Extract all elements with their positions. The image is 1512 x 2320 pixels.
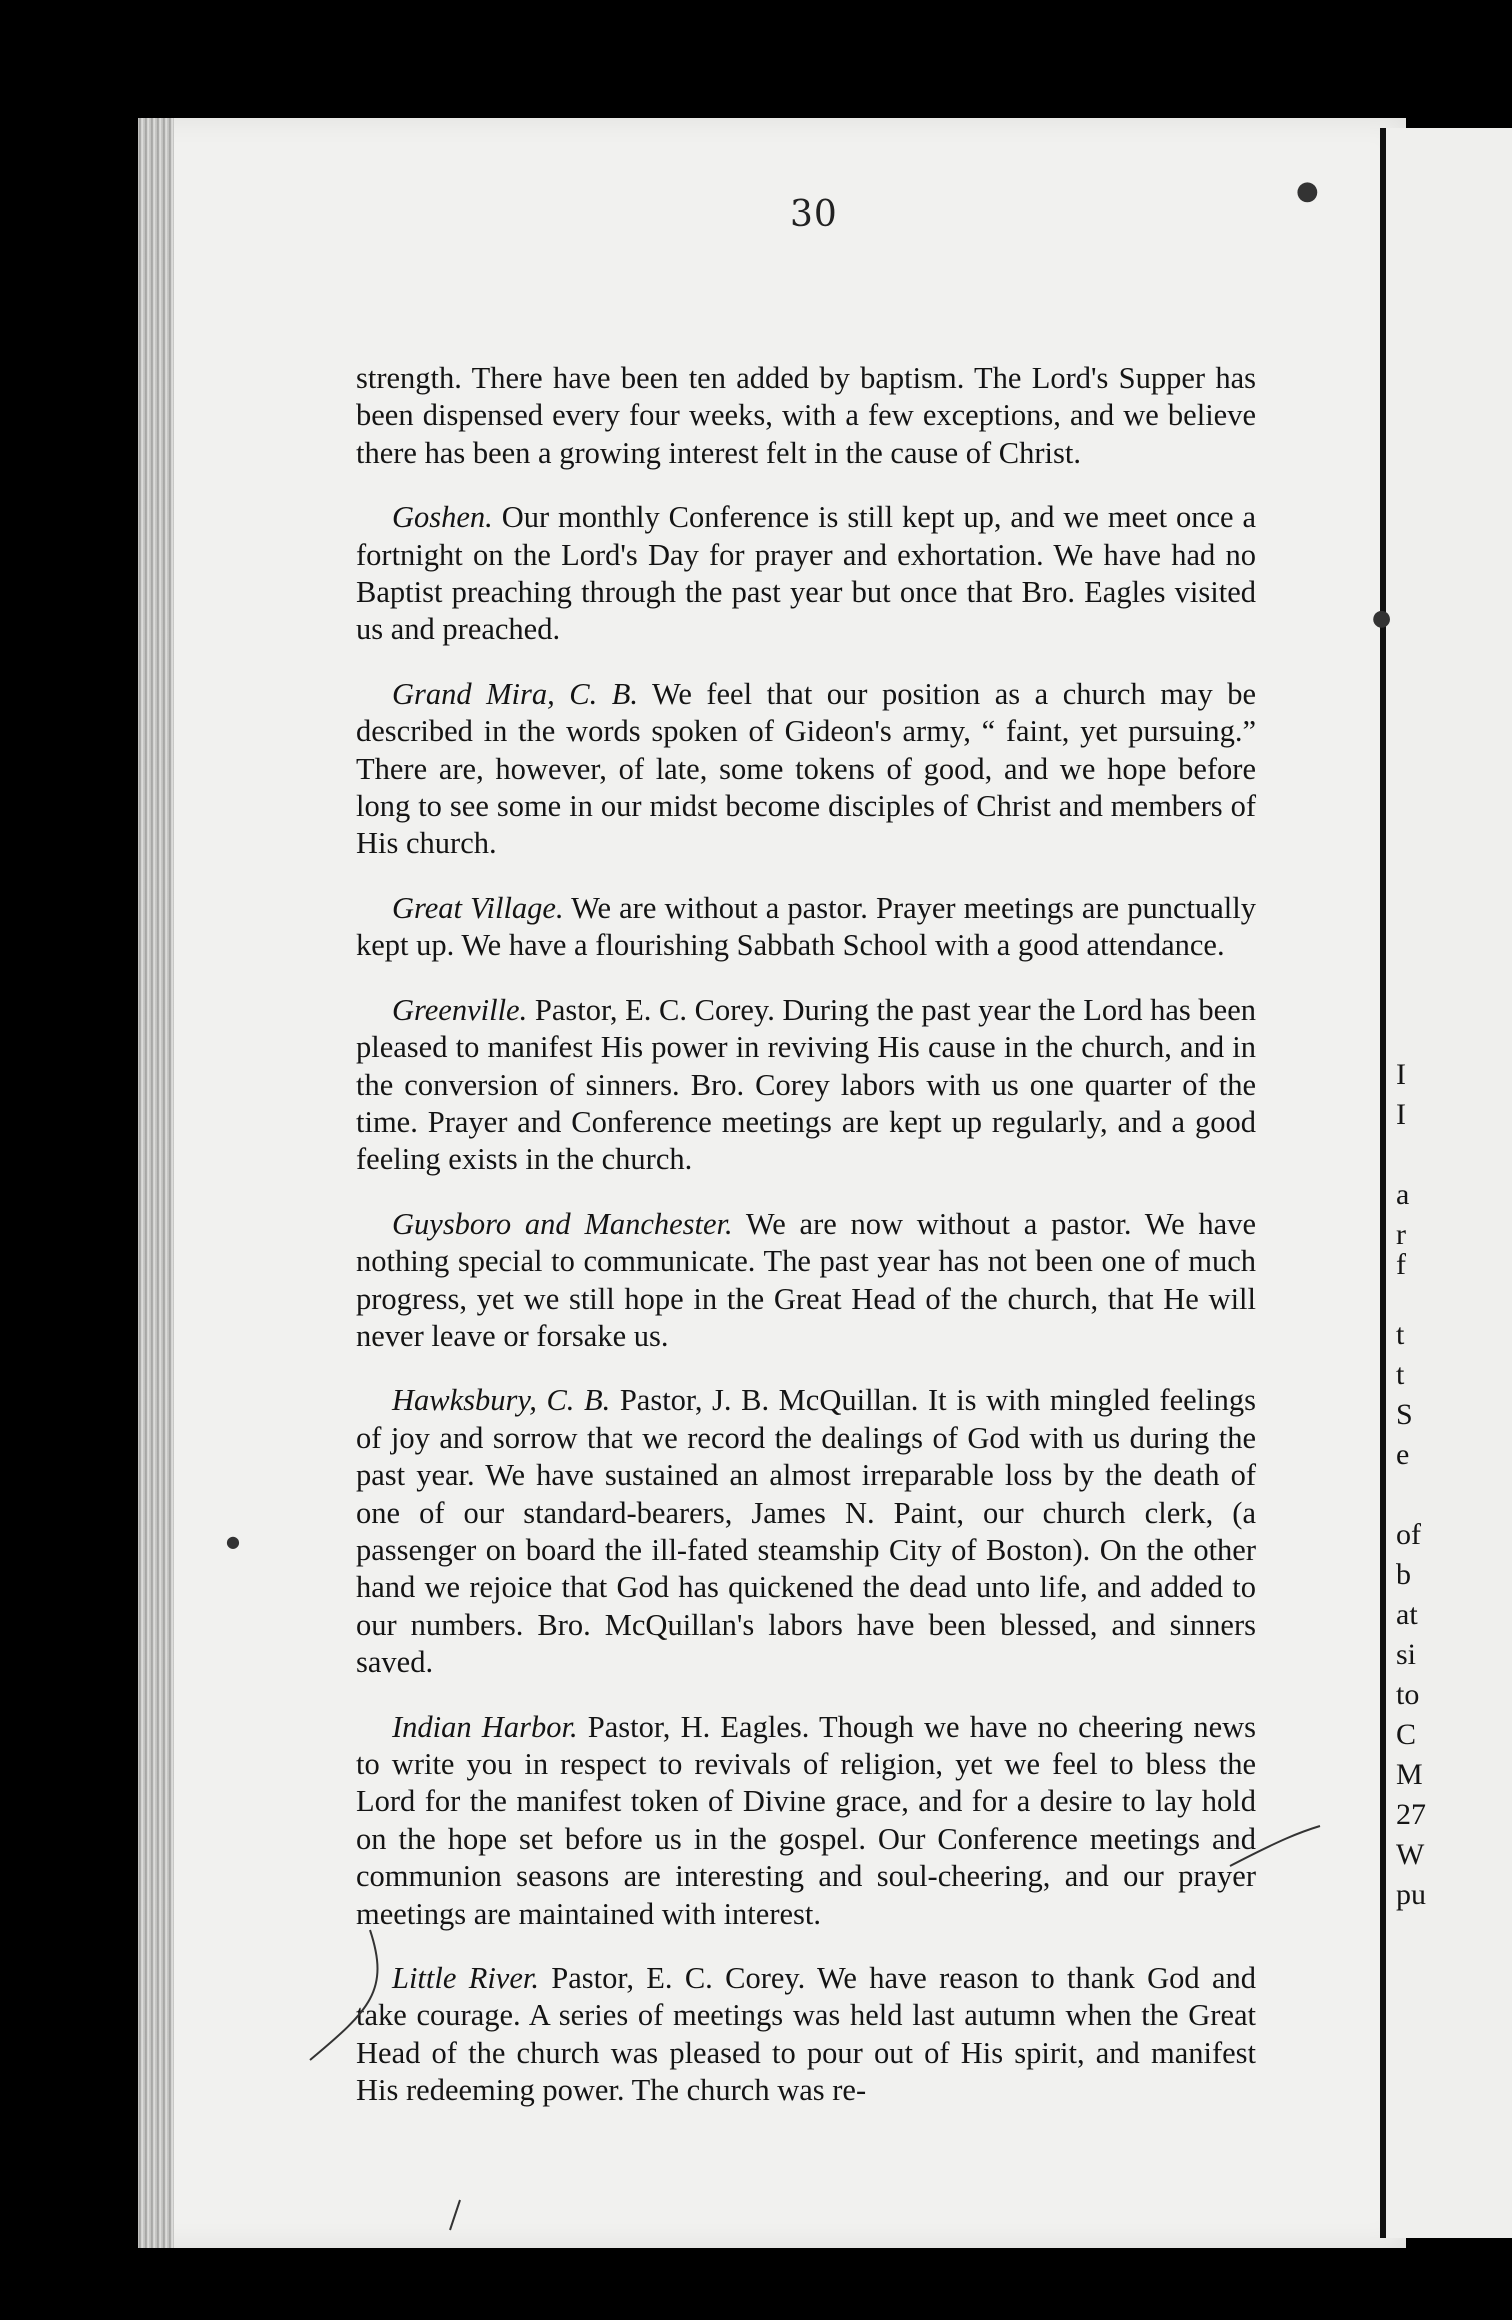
facing-page-fragment: a xyxy=(1396,1178,1410,1211)
pencil-annotations xyxy=(290,1720,1350,2240)
facing-page-fragment: I xyxy=(1396,1098,1406,1131)
facing-page-edge xyxy=(1380,128,1512,2238)
facing-page-fragment: f xyxy=(1396,1248,1406,1281)
facing-page-fragment: t xyxy=(1396,1358,1405,1391)
pencil-stroke xyxy=(450,2200,460,2230)
book-gutter xyxy=(138,118,174,2248)
paragraph-guysboro: Guysboro and Manchester. We are now without a pastor. We have nothing special to communicate. The past year has not been one of much progress, yet we still hope in the Great Head of the church, that He will never leave or forsake us. xyxy=(356,1206,1256,1353)
facing-page-fragment: t xyxy=(1396,1318,1405,1351)
facing-page-fragment: W xyxy=(1396,1838,1425,1871)
facing-page-fragment: b xyxy=(1396,1558,1411,1591)
paragraph-great-village: Great Village. We are without a pastor. Prayer meetings are punctually kept up. We have a flourishing Sabbath School with a good attendance. xyxy=(356,890,1256,963)
place-name: Grand Mira, C. B. xyxy=(392,676,639,711)
paragraph-goshen: Goshen. Our monthly Conference is still kept up, and we meet once a fortnight on the Lord's Day for prayer and exhortation. We have had no Baptist preaching through the past year but once that Bro. Eagles visited us and preached. xyxy=(356,500,1256,647)
place-name: Little River. xyxy=(392,1961,539,1996)
facing-page-fragment: C xyxy=(1396,1718,1417,1751)
place-name: Great Village. xyxy=(392,890,564,925)
place-name: Indian Harbor. xyxy=(392,1709,578,1744)
scan-speck: ● xyxy=(226,1532,240,1551)
facing-page-fragment: M xyxy=(1396,1758,1423,1791)
paragraph-indian-harbor: Indian Harbor. Pastor, H. Eagles. Though we have no cheering news to write you in respect to revivals of religion, yet we feel to bless the Lord for the manifest token of Divine grace, and for a desire to lay hold on the hope set before us in the gospel. Our Conference meetings and communion seasons are interesting and soul-cheering, and our prayer meetings are maintained with interest. xyxy=(356,1709,1257,1931)
paragraph-greenville: Greenville. Pastor, E. C. Corey. During the past year the Lord has been pleased to manifest His power in reviving His cause in the church, and in the conversion of sinners. Bro. Corey labors with us one quarter of the time. Prayer and Conference meetings are kept up regularly, and a good feeling exists in the church. xyxy=(356,992,1256,1177)
page-number: 30 xyxy=(790,194,838,235)
facing-page-fragment: at xyxy=(1396,1598,1418,1631)
facing-page-fragment: pu xyxy=(1396,1878,1426,1911)
facing-page-fragment: e xyxy=(1396,1438,1410,1471)
pencil-stroke xyxy=(1230,1826,1320,1866)
facing-page-fragment: si xyxy=(1396,1638,1417,1671)
facing-page-fragment: I xyxy=(1396,1058,1406,1091)
facing-page-fragment: S xyxy=(1396,1398,1413,1431)
place-name: Greenville. xyxy=(392,992,528,1027)
scan-speck: ● xyxy=(1296,176,1319,206)
facing-page-fragment: of xyxy=(1396,1518,1421,1551)
place-name: Goshen. xyxy=(392,500,493,535)
paragraph-little-river: Little River. Pastor, E. C. Corey. We have reason to thank God and take courage. A series of meetings was held last autumn when the Great Head of the church was pleased to pour out of His spirit, and manifest His redeeming power. The church was re- xyxy=(356,1961,1256,2108)
paragraph-strength: strength. There have been ten added by baptism. The Lord's Supper has been dispensed every four weeks, with a few exceptions, and we believe there has been a growing interest felt in the cause of Christ. xyxy=(356,361,1256,470)
facing-page-fragment: 27 xyxy=(1396,1798,1426,1831)
scan-speck: ● xyxy=(1372,606,1392,631)
facing-page-fragment: r xyxy=(1396,1218,1406,1251)
paragraph-grand-mira: Grand Mira, C. B. We feel that our position as a church may be described in the words spoken of Gideon's army, “ faint, yet pursuing.” There are, however, of late, some tokens of good, and we hope before long to see some in our midst become disciples of Christ and members of His church. xyxy=(356,676,1256,861)
place-name: Hawksbury, C. B. xyxy=(392,1383,611,1418)
place-name: Guysboro and Manchester. xyxy=(392,1206,733,1241)
pencil-stroke xyxy=(310,1930,378,2060)
paragraph-hawksbury: Hawksbury, C. B. Pastor, J. B. McQuillan. It is with mingled feelings of joy and sorrow that we record the dealings of God with us during the past year. We have sustained an almost irreparable loss by the death of one of our standard-bearers, James N. Paint, our church clerk, (a passenger on board the ill-fated steamship City of Boston). On the other hand we rejoice that God has quickened the dead unto life, and added to our numbers. Bro. McQuillan's labors have been blessed, and sinners saved. xyxy=(356,1383,1256,1680)
facing-page-fragment: to xyxy=(1396,1678,1420,1711)
